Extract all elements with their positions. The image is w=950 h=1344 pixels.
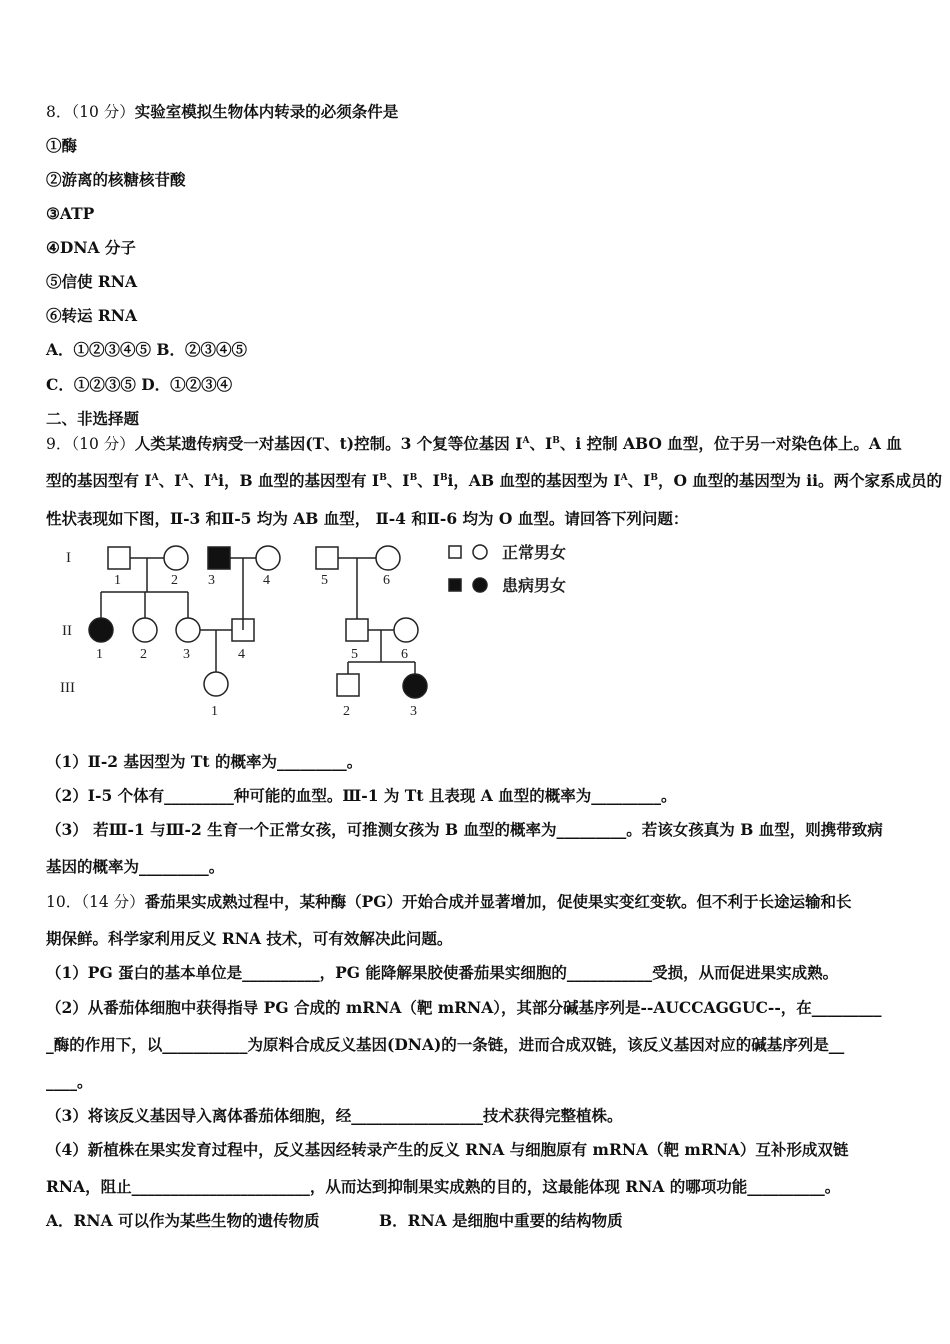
label-ii-5: 5 [351,647,358,662]
label-i-2: 2 [171,573,178,588]
i-6-female [376,546,400,570]
iii-1-female [204,672,228,696]
label-i-6: 6 [383,573,390,588]
label-i-5: 5 [321,573,328,588]
q9-line-2-a: 型的基因型有 I [46,471,152,490]
q9-line-2 [46,471,943,491]
q10-sub-2-line-3: ____。 [46,1072,93,1091]
iii-3-female [403,674,427,698]
legend-affected-male [449,579,461,591]
q8-item-6: ⑥转运 RNA [46,306,137,325]
sup-b: B [439,472,448,483]
iii-2-male [337,674,359,696]
q10-sub-2-line-2: _酶的作用下，以___________为原料合成反义基因(DNA)的一条链，进而合成双链，该反义基因对应的碱基序列是__ [46,1035,845,1054]
legend-normal-female [473,545,487,559]
q9-line-3: 性状表现如下图，Ⅱ-3 和Ⅱ-5 均为 AB 血型， Ⅱ-4 和Ⅱ-6 均为 O 血型。请回答下列问题： [46,509,689,528]
q9-sep: 、I [158,471,182,490]
q10-line-1 [46,892,906,912]
q9-sep: 、I [386,471,410,490]
label-i-4: 4 [263,573,270,588]
ii-6-female [394,618,418,642]
q9-line-1-b: 、i 控制 ABO 血型，位于另一对染色体上。A 血 [559,434,902,453]
legend-affected-female [473,578,487,592]
gen-label-iii: III [60,680,75,696]
q9-line-1 [46,434,906,454]
sup-a: A [522,435,530,446]
i-1-male [108,547,130,569]
gen-label-i: I [66,550,71,566]
sup-b: B [552,435,560,446]
q10-sub-4-line-1: （4）新植株在果实发育过程中，反义基因经转录产生的反义 RNA 与细胞原有 mRNA（靶 mRNA）互补形成双链 [46,1140,849,1159]
sup-b: B [379,472,387,483]
label-ii-2: 2 [140,647,147,662]
q10-sub-2-line-1: （2）从番茄体细胞中获得指导 PG 合成的 mRNA（靶 mRNA），其部分碱基序列是--AUCCAGGUC--，在_________ [46,998,882,1017]
q8-stem-text: 实验室模拟生物体内转录的必须条件是 [134,102,399,121]
gen-label-ii: II [62,623,72,639]
q9-sub-1: （1）Ⅱ-2 基因型为 Tt 的概率为_________。 [46,752,363,771]
label-iii-3: 3 [410,704,417,719]
q9-sub-3-line-2: 基因的概率为_________。 [46,857,225,876]
q10-option-b: B．RNA 是细胞中重要的结构物质 [379,1211,623,1230]
q10-line-1-text: 番茄果实成熟过程中，某种酶（PG）开始合成并显著增加，促使果实变红变软。但不利于长途运输和长 [144,892,852,911]
q9-line-1-a: 人类某遗传病受一对基因(T、t)控制。3 个复等位基因 I [134,434,523,453]
legend-normal-label: 正常男女 [502,545,567,562]
i-2-female [164,546,188,570]
ii-5-male [346,619,368,641]
q9-number: 9．（10 分） [46,435,135,453]
label-ii-3: 3 [183,647,190,662]
q8-item-4: ④DNA 分子 [46,238,136,257]
i-5-male [316,547,338,569]
label-ii-4: 4 [238,647,245,662]
i-4-female [256,546,280,570]
q9-line-2-e: i，AB 血型的基因型为 I [447,471,621,490]
q10-number: 10．（14 分） [46,893,145,911]
label-i-3: 3 [208,573,215,588]
q10-sub-3: （3）将该反义基因导入离体番茄体细胞，经_________________技术获得完整植株。 [46,1106,623,1125]
q10-sub-1: （1）PG 蛋白的基本单位是__________，PG 能降解果胶使番茄果实细胞的___________受损，从而促进果实成熟。 [46,963,839,982]
q10-line-2: 期保鲜。科学家利用反义 RNA 技术，可有效解决此问题。 [46,929,453,948]
sup-a: A [211,472,219,483]
sup-b: B [650,472,658,483]
legend-affected-label: 患病男女 [502,578,567,595]
q8-number: 8．（10 分） [46,103,135,121]
q8-options-cd: C．①②③⑤ D．①②③④ [46,375,233,394]
q8-stem [46,102,906,122]
sup-a: A [181,472,189,483]
label-iii-2: 2 [343,704,350,719]
q8-item-2: ②游离的核糖核苷酸 [46,170,186,189]
sup-a: A [620,472,628,483]
q8-item-3: ③ATP [46,204,95,223]
sup-a: A [151,472,159,483]
q9-line-2-b: 、I [188,471,212,490]
sup-b: B [409,472,418,483]
ii-3-female [176,618,200,642]
q9-line-2-f: ，O 血型的基因型为 ii。两个家系成员的 [657,471,943,490]
q9-line-2-c: i，B 血型的基因型有 I [218,471,380,490]
ii-2-female [133,618,157,642]
label-i-1: 1 [114,573,121,588]
legend-normal-male [449,546,461,558]
pedigree-diagram [46,540,606,725]
ii-1-female [89,618,113,642]
q9-sep: 、I [529,434,553,453]
q9-line-2-d: 、I [417,471,440,490]
q9-sub-2: （2）Ⅰ-5 个体有_________种可能的血型。Ⅲ-1 为 Tt 且表现 A 血型的概率为_________。 [46,786,677,805]
q9-sub-3-line-1: （3） 若Ⅲ-1 与Ⅲ-2 生育一个正常女孩，可推测女孩为 B 血型的概率为_________。若该女孩真为 B 血型，则携带致病 [46,820,883,839]
label-ii-6: 6 [401,647,408,662]
q8-item-1: ①酶 [46,136,78,155]
section-heading: 二、非选择题 [46,409,140,428]
q8-options-ab: A．①②③④⑤ B．②③④⑤ [46,340,248,359]
q10-sub-4-line-2: RNA，阻止_______________________，从而达到抑制果实成熟的目的，这最能体现 RNA 的哪项功能__________。 [46,1177,841,1196]
label-ii-1: 1 [96,647,103,662]
q8-item-5: ⑤信使 RNA [46,272,137,291]
q9-sep: 、I [627,471,651,490]
q10-option-a: A．RNA 可以作为某些生物的遗传物质 [46,1211,320,1230]
label-iii-1: 1 [211,704,218,719]
i-3-male [208,547,230,569]
